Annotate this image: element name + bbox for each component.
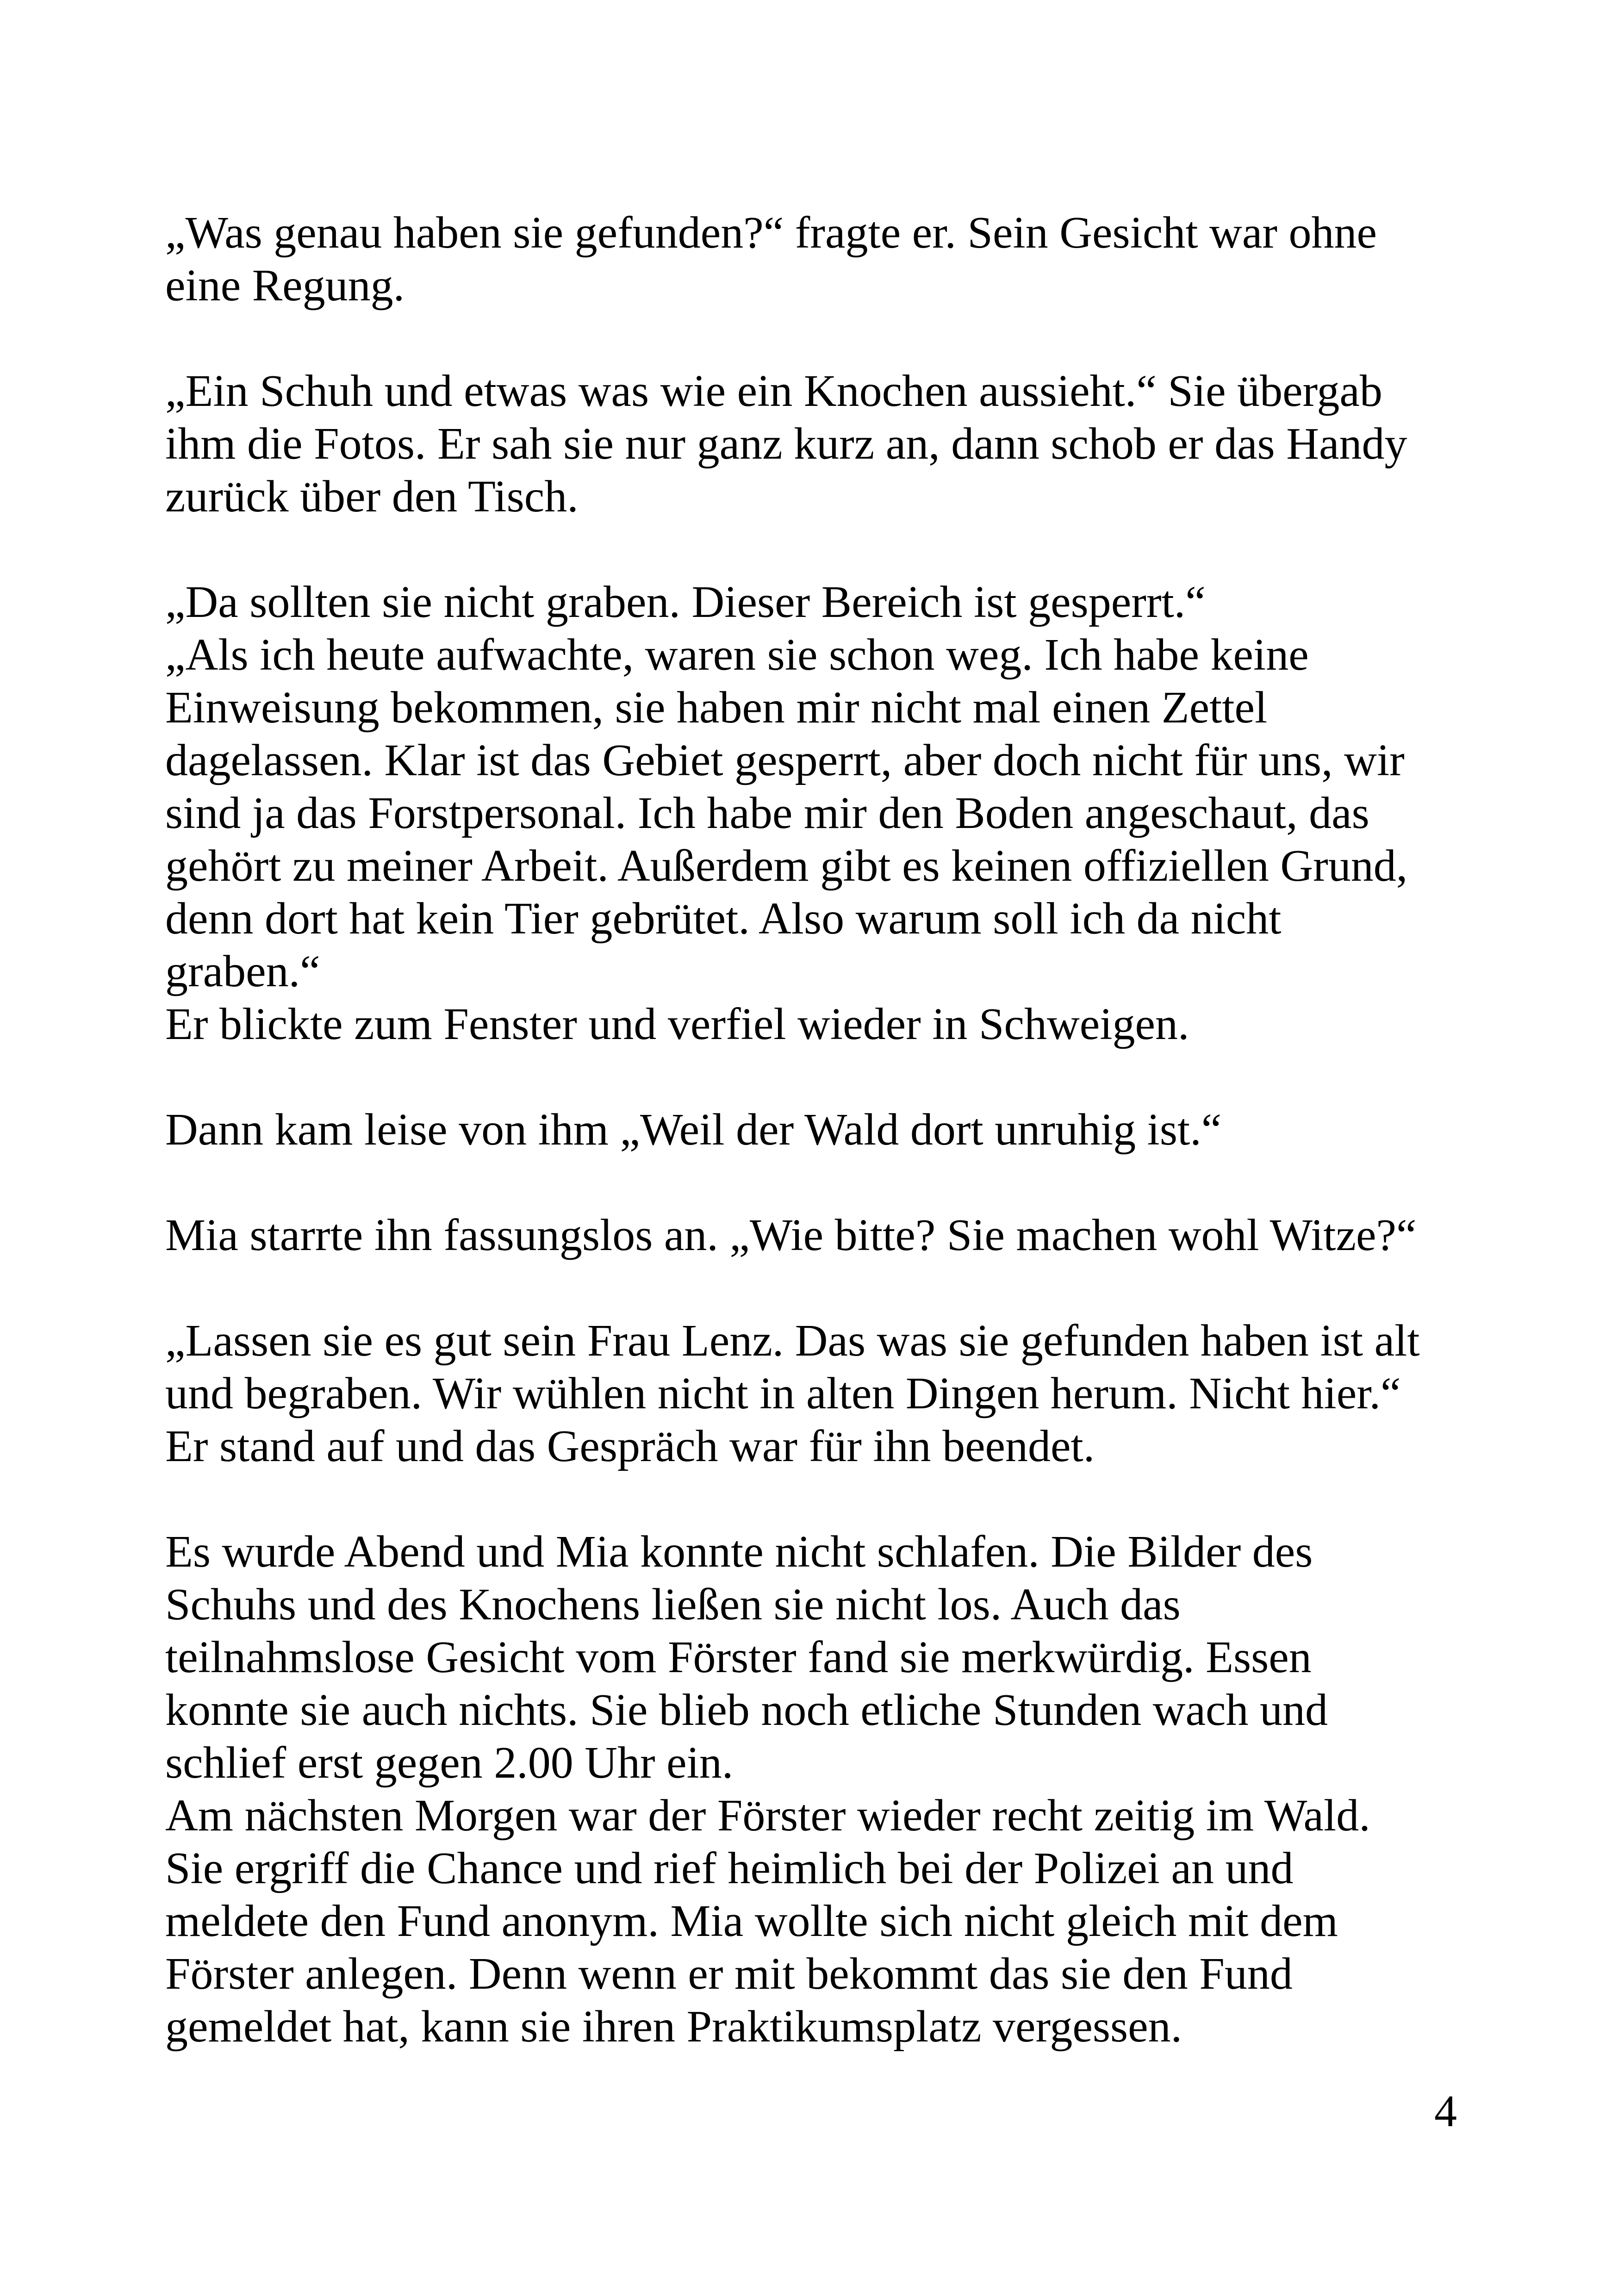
text-line: gemeldet hat, kann sie ihren Praktikumsplatz vergessen. [165,2002,1182,2052]
paragraph-gap [165,523,1489,576]
text-line: zurück über den Tisch. [165,472,579,522]
paragraph-gap [165,1051,1489,1103]
text-line: Schuhs und des Knochens ließen sie nicht los. Auch das [165,1580,1181,1630]
text-line: Dann kam leise von ihm „Weil der Wald dort unruhig ist.“ [165,1105,1222,1155]
text-line: und begraben. Wir wühlen nicht in alten Dingen herum. Nicht hier.“ [165,1369,1401,1419]
text-line: Er blickte zum Fenster und verfiel wieder in Schweigen. [165,999,1189,1049]
text-line: Förster anlegen. Denn wenn er mit bekommt das sie den Fund [165,1949,1293,1999]
paragraph-gap [165,1473,1489,1525]
paragraph-gap [165,1262,1489,1314]
text-line: teilnahmslose Gesicht vom Förster fand sie merkwürdig. Essen [165,1632,1312,1682]
text-line: eine Regung. [165,261,405,311]
text-line: graben.“ [165,946,320,996]
text-line: Er stand auf und das Gespräch war für ihn beendet. [165,1421,1095,1471]
text-line: denn dort hat kein Tier gebrütet. Also warum soll ich da nicht [165,894,1282,944]
text-line: sind ja das Forstpersonal. Ich habe mir den Boden angeschaut, das [165,788,1369,838]
text-line: Einweisung bekommen, sie haben mir nicht mal einen Zettel [165,683,1268,733]
text-line: „Lassen sie es gut sein Frau Lenz. Das was sie gefunden haben ist alt [165,1316,1420,1366]
text-line: konnte sie auch nichts. Sie blieb noch etliche Stunden wach und [165,1685,1328,1735]
text-line: „Als ich heute aufwachte, waren sie schon weg. Ich habe keine [165,630,1309,680]
text-line: meldete den Fund anonym. Mia wollte sich nicht gleich mit dem [165,1896,1338,1946]
text-line: „Da sollten sie nicht graben. Dieser Bereich ist gesperrt.“ [165,577,1206,627]
text-line: „Was genau haben sie gefunden?“ fragte er. Sein Gesicht war ohne [165,208,1377,258]
text-line: Am nächsten Morgen war der Förster wieder recht zeitig im Wald. [165,1791,1370,1841]
text-line: Mia starrte ihn fassungslos an. „Wie bitte? Sie machen wohl Witze?“ [165,1210,1417,1260]
text-line: Es wurde Abend und Mia konnte nicht schlafen. Die Bilder des [165,1527,1313,1577]
text-line: ihm die Fotos. Er sah sie nur ganz kurz an, dann schob er das Handy [165,419,1407,469]
page-number: 4 [1434,2086,1457,2136]
body-text [165,206,1489,2053]
paragraph-gap [165,1156,1489,1209]
paragraph-gap [165,312,1489,365]
text-line: „Ein Schuh und etwas was wie ein Knochen aussieht.“ Sie übergab [165,366,1382,416]
text-line: dagelassen. Klar ist das Gebiet gesperrt, aber doch nicht für uns, wir [165,735,1405,785]
text-line: gehört zu meiner Arbeit. Außerdem gibt es keinen offiziellen Grund, [165,841,1408,891]
text-line: Sie ergriff die Chance und rief heimlich bei der Polizei an und [165,1843,1294,1893]
text-line: schlief erst gegen 2.00 Uhr ein. [165,1738,734,1788]
